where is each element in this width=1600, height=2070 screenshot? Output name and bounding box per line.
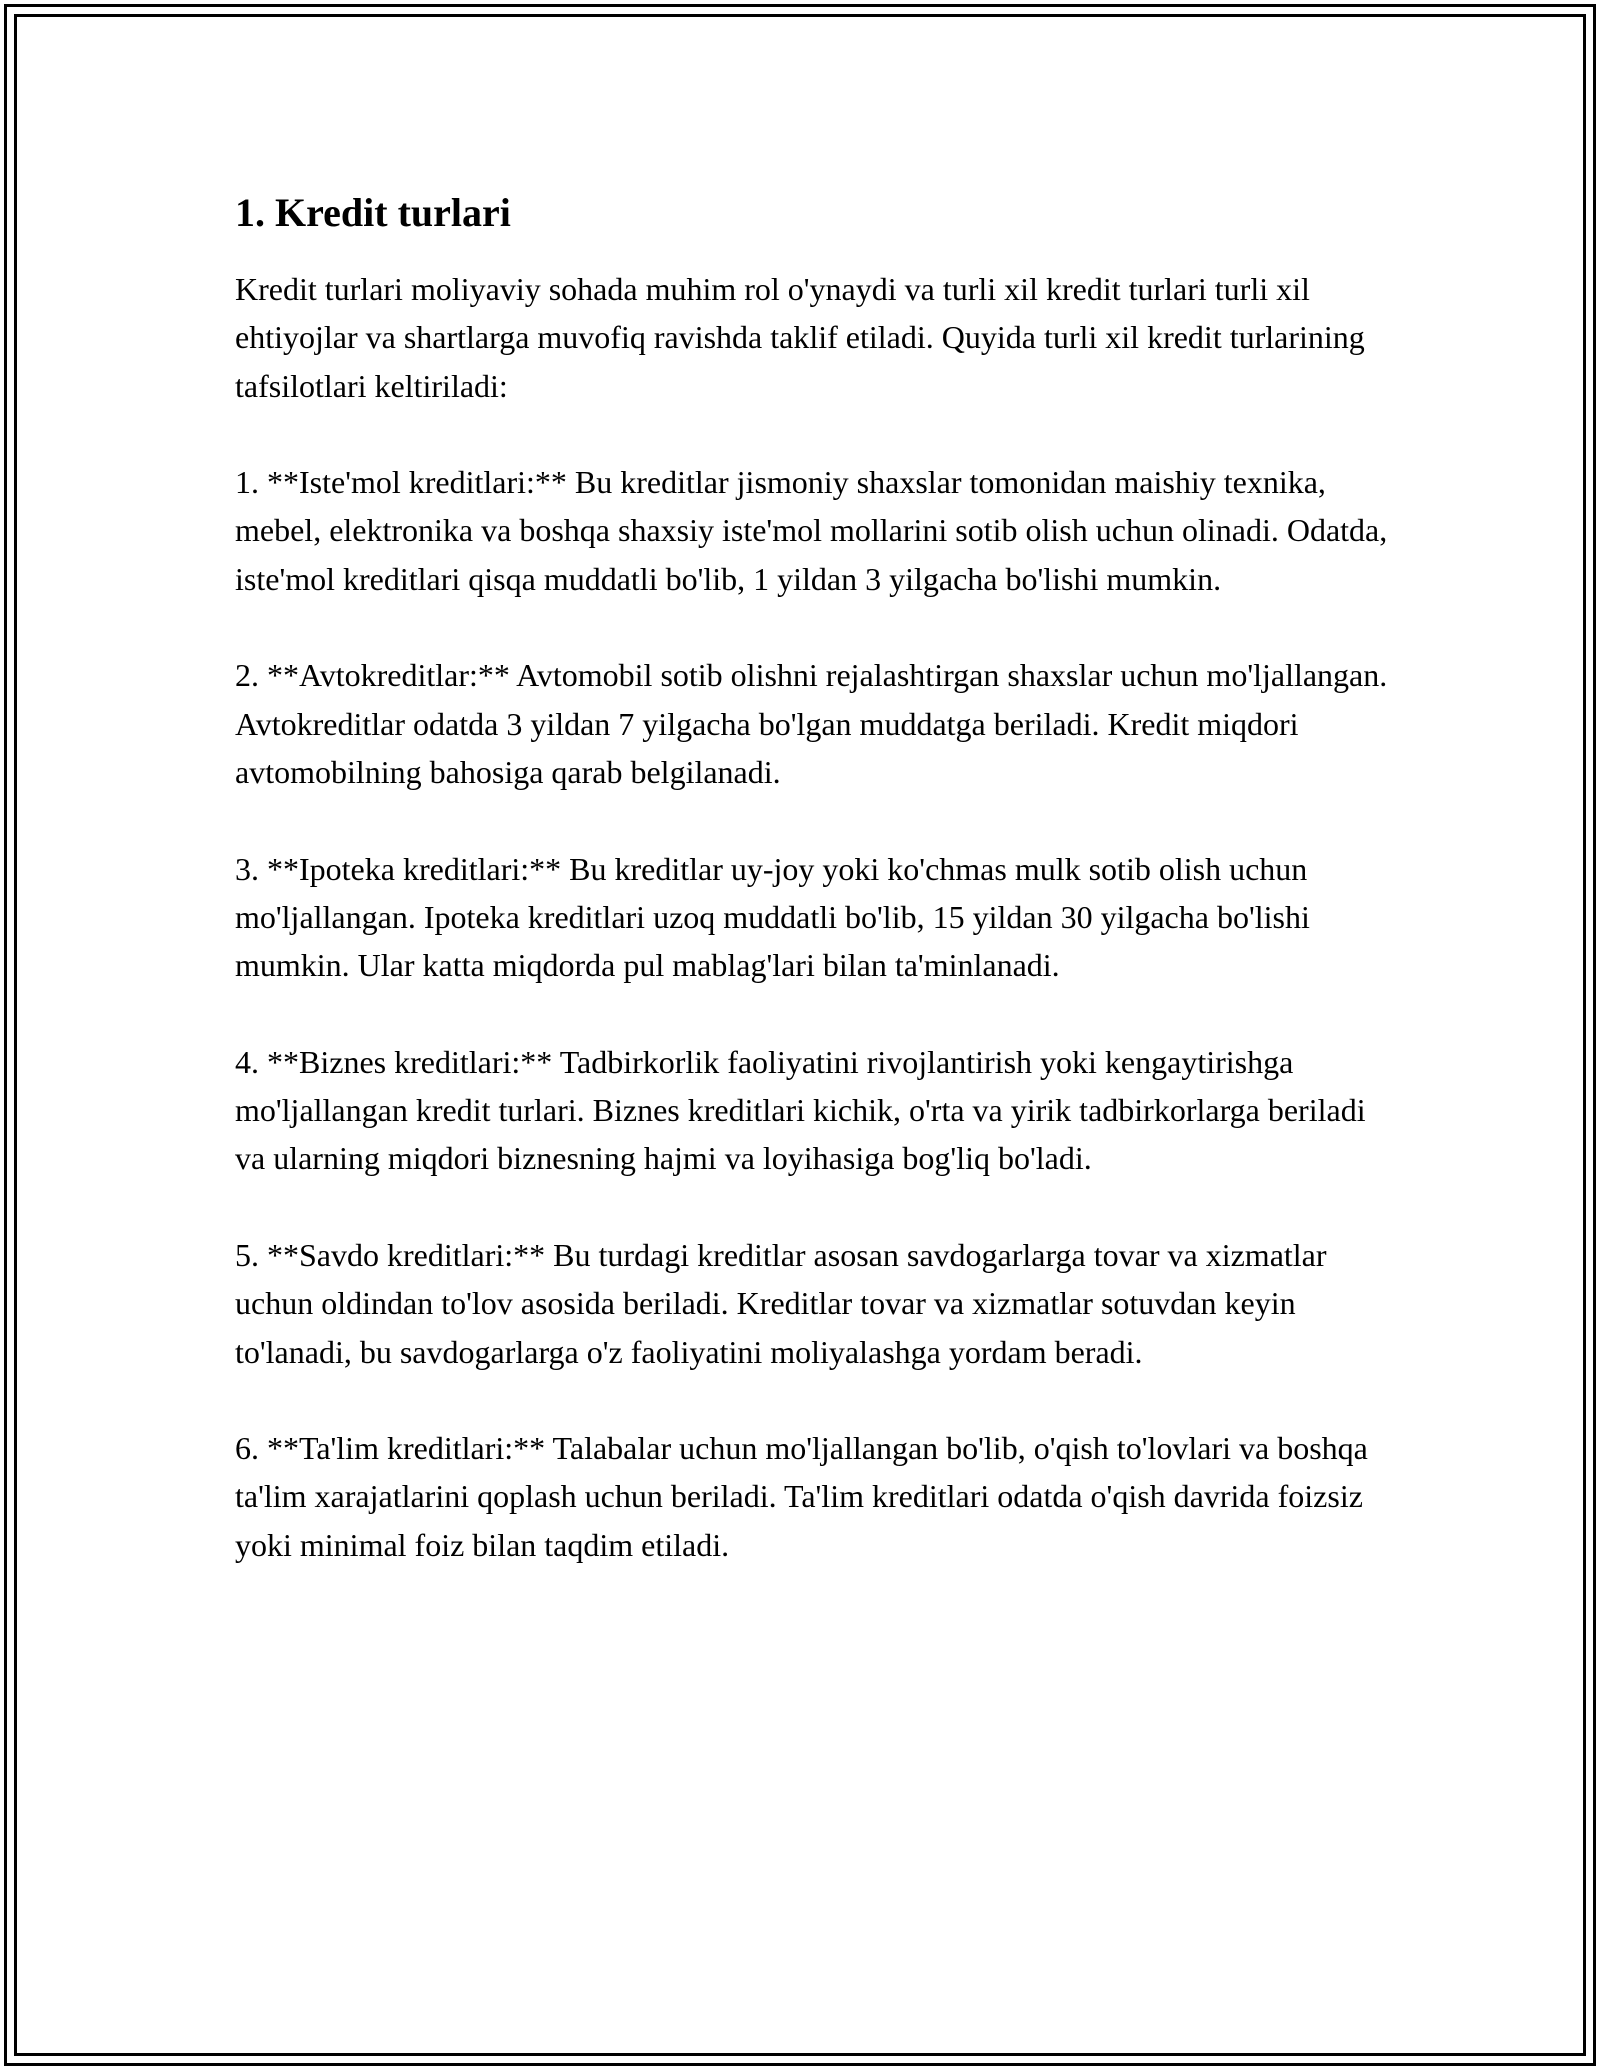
- list-item-mortgage-credit: 3. **Ipoteka kreditlari:** Bu kreditlar uy-joy yoki ko'chmas mulk sotib olish uchun mo'ljallangan. Ipoteka kreditlari uzoq muddatli bo'lib, 15 yildan 30 yilgacha bo'lishi mumkin. Ular katta miqdorda pul mablag'lari bilan ta'minlanadi.: [235, 850, 1310, 984]
- list-item-consumer-credit: 1. **Iste'mol kreditlari:** Bu kreditlar jismoniy shaxslar tomonidan maishiy texnika, mebel, elektronika va boshqa shaxsiy iste'mol mollarini sotib olish uchun olinadi. Odatda, iste'mol kreditlari qisqa muddatli bo'lib, 1 yildan 3 yilgacha bo'lishi mumkin.: [235, 464, 1388, 597]
- list-item-trade-credit: 5. **Savdo kreditlari:** Bu turdagi kreditlar asosan savdogarlarga tovar va xizmatlar uchun oldindan to'lov asosida beriladi. Kreditlar tovar va xizmatlar sotuvdan keyin to'lanadi, bu savdogarlarga o'z faoliyatini moliyalashga yordam beradi.: [235, 1236, 1327, 1370]
- page-title: 1. Kredit turlari: [235, 190, 511, 235]
- intro-paragraph: Kredit turlari moliyaviy sohada muhim rol o'ynaydi va turli xil kredit turlari turli xil ehtiyojlar va shartlarga muvofiq ravishda taklif etiladi. Quyida turli xil kredit turlarining tafsilotlari keltiriladi:: [235, 271, 1365, 404]
- document-body: [235, 183, 1395, 1617]
- list-item-business-credit: 4. **Biznes kreditlari:** Tadbirkorlik faoliyatini rivojlantirish yoki kengaytirishga mo'ljallangan kredit turlari. Biznes kreditlari kichik, o'rta va yirik tadbirkorlarga beriladi va ularning miqdori biznesning hajmi va loyihasiga bog'liq bo'ladi.: [235, 1043, 1366, 1177]
- list-item-education-credit: 6. **Ta'lim kreditlari:** Talabalar uchun mo'ljallangan bo'lib, o'qish to'lovlari va boshqa ta'lim xarajatlarini qoplash uchun beriladi. Ta'lim kreditlari odatda o'qish davrida foizsiz yoki minimal foiz bilan taqdim etiladi.: [235, 1430, 1368, 1563]
- list-item-auto-credit: 2. **Avtokreditlar:** Avtomobil sotib olishni rejalashtirgan shaxslar uchun mo'ljallangan. Avtokreditlar odatda 3 yildan 7 yilgacha bo'lgan muddatga beriladi. Kredit miqdori avtomobilning bahosiga qarab belgilanadi.: [235, 657, 1388, 790]
